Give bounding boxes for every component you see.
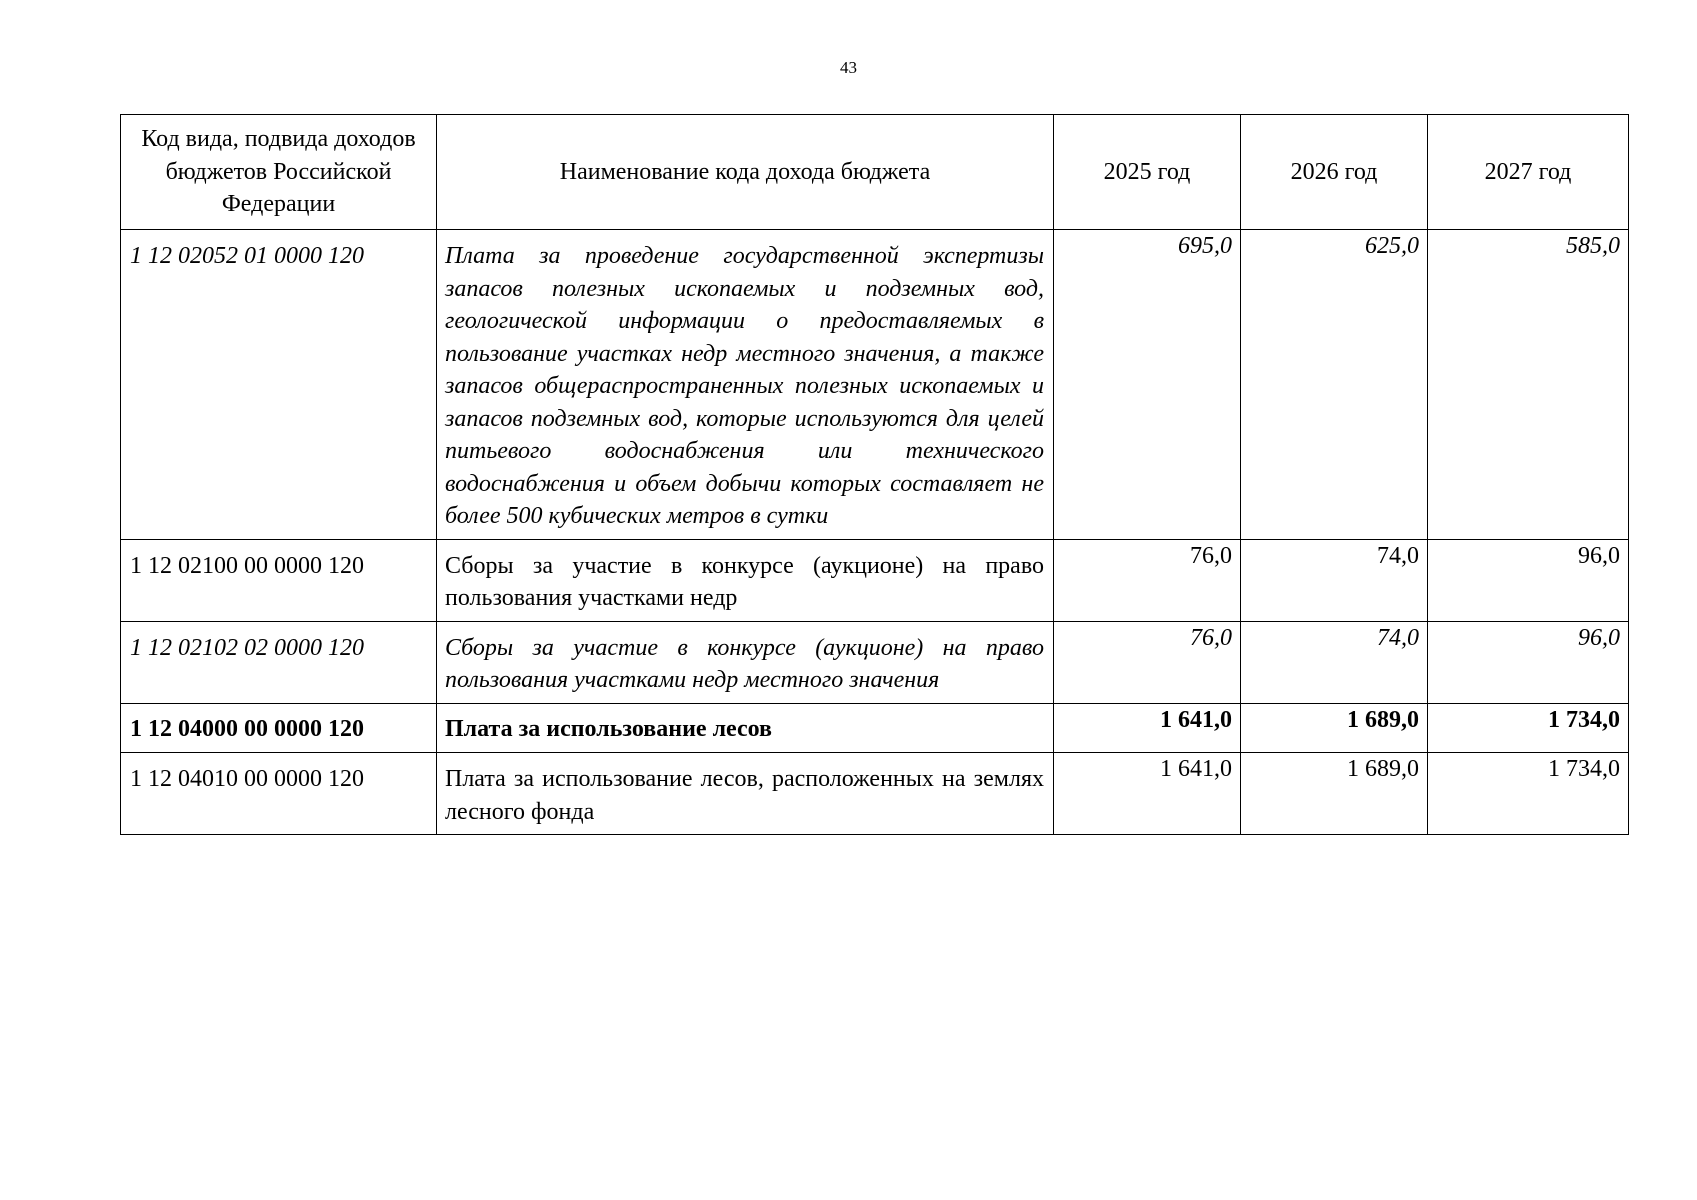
header-code: Код вида, подвида доходов бюджетов Российской Федерации xyxy=(121,115,437,230)
row-name: Плата за использование лесов, расположенных на землях лесного фонда xyxy=(437,753,1054,835)
budget-revenue-table xyxy=(120,114,1629,835)
row-name: Сборы за участие в конкурсе (аукционе) на право пользования участками недр xyxy=(437,539,1054,621)
row-value-2025: 1 641,0 xyxy=(1054,703,1241,753)
row-value-2027: 96,0 xyxy=(1428,539,1629,621)
table-row xyxy=(121,703,1629,753)
row-value-2026: 625,0 xyxy=(1241,230,1428,540)
row-name: Плата за использование лесов xyxy=(437,703,1054,753)
row-value-2026: 74,0 xyxy=(1241,621,1428,703)
row-value-2027: 1 734,0 xyxy=(1428,753,1629,835)
header-name: Наименование кода дохода бюджета xyxy=(437,115,1054,230)
row-code: 1 12 02052 01 0000 120 xyxy=(121,230,437,540)
row-name: Плата за проведение государственной экспертизы запасов полезных ископаемых и подземных вод, геологической информации о предоставляемых в пользование участках недр местного значения, а также запасов общераспространенных полезных ископаемых и запасов подземных вод, которые используются для целей питьевого водоснабжения или технического водоснабжения и объем добычи которых составляет не более 500 кубических метров в сутки xyxy=(437,230,1054,540)
row-value-2025: 1 641,0 xyxy=(1054,753,1241,835)
table-row xyxy=(121,621,1629,703)
row-value-2025: 76,0 xyxy=(1054,539,1241,621)
table-row xyxy=(121,539,1629,621)
header-2027: 2027 год xyxy=(1428,115,1629,230)
row-code: 1 12 04000 00 0000 120 xyxy=(121,703,437,753)
row-value-2026: 1 689,0 xyxy=(1241,753,1428,835)
row-value-2025: 76,0 xyxy=(1054,621,1241,703)
row-value-2027: 1 734,0 xyxy=(1428,703,1629,753)
row-value-2026: 1 689,0 xyxy=(1241,703,1428,753)
header-2026: 2026 год xyxy=(1241,115,1428,230)
page-number: 43 xyxy=(840,58,857,77)
row-code: 1 12 02100 00 0000 120 xyxy=(121,539,437,621)
header-2025: 2025 год xyxy=(1054,115,1241,230)
table-header-row xyxy=(121,115,1629,230)
row-code: 1 12 04010 00 0000 120 xyxy=(121,753,437,835)
table-row xyxy=(121,230,1629,540)
row-value-2027: 585,0 xyxy=(1428,230,1629,540)
table-row xyxy=(121,753,1629,835)
row-name: Сборы за участие в конкурсе (аукционе) на право пользования участками недр местного значения xyxy=(437,621,1054,703)
row-code: 1 12 02102 02 0000 120 xyxy=(121,621,437,703)
row-value-2026: 74,0 xyxy=(1241,539,1428,621)
row-value-2025: 695,0 xyxy=(1054,230,1241,540)
row-value-2027: 96,0 xyxy=(1428,621,1629,703)
